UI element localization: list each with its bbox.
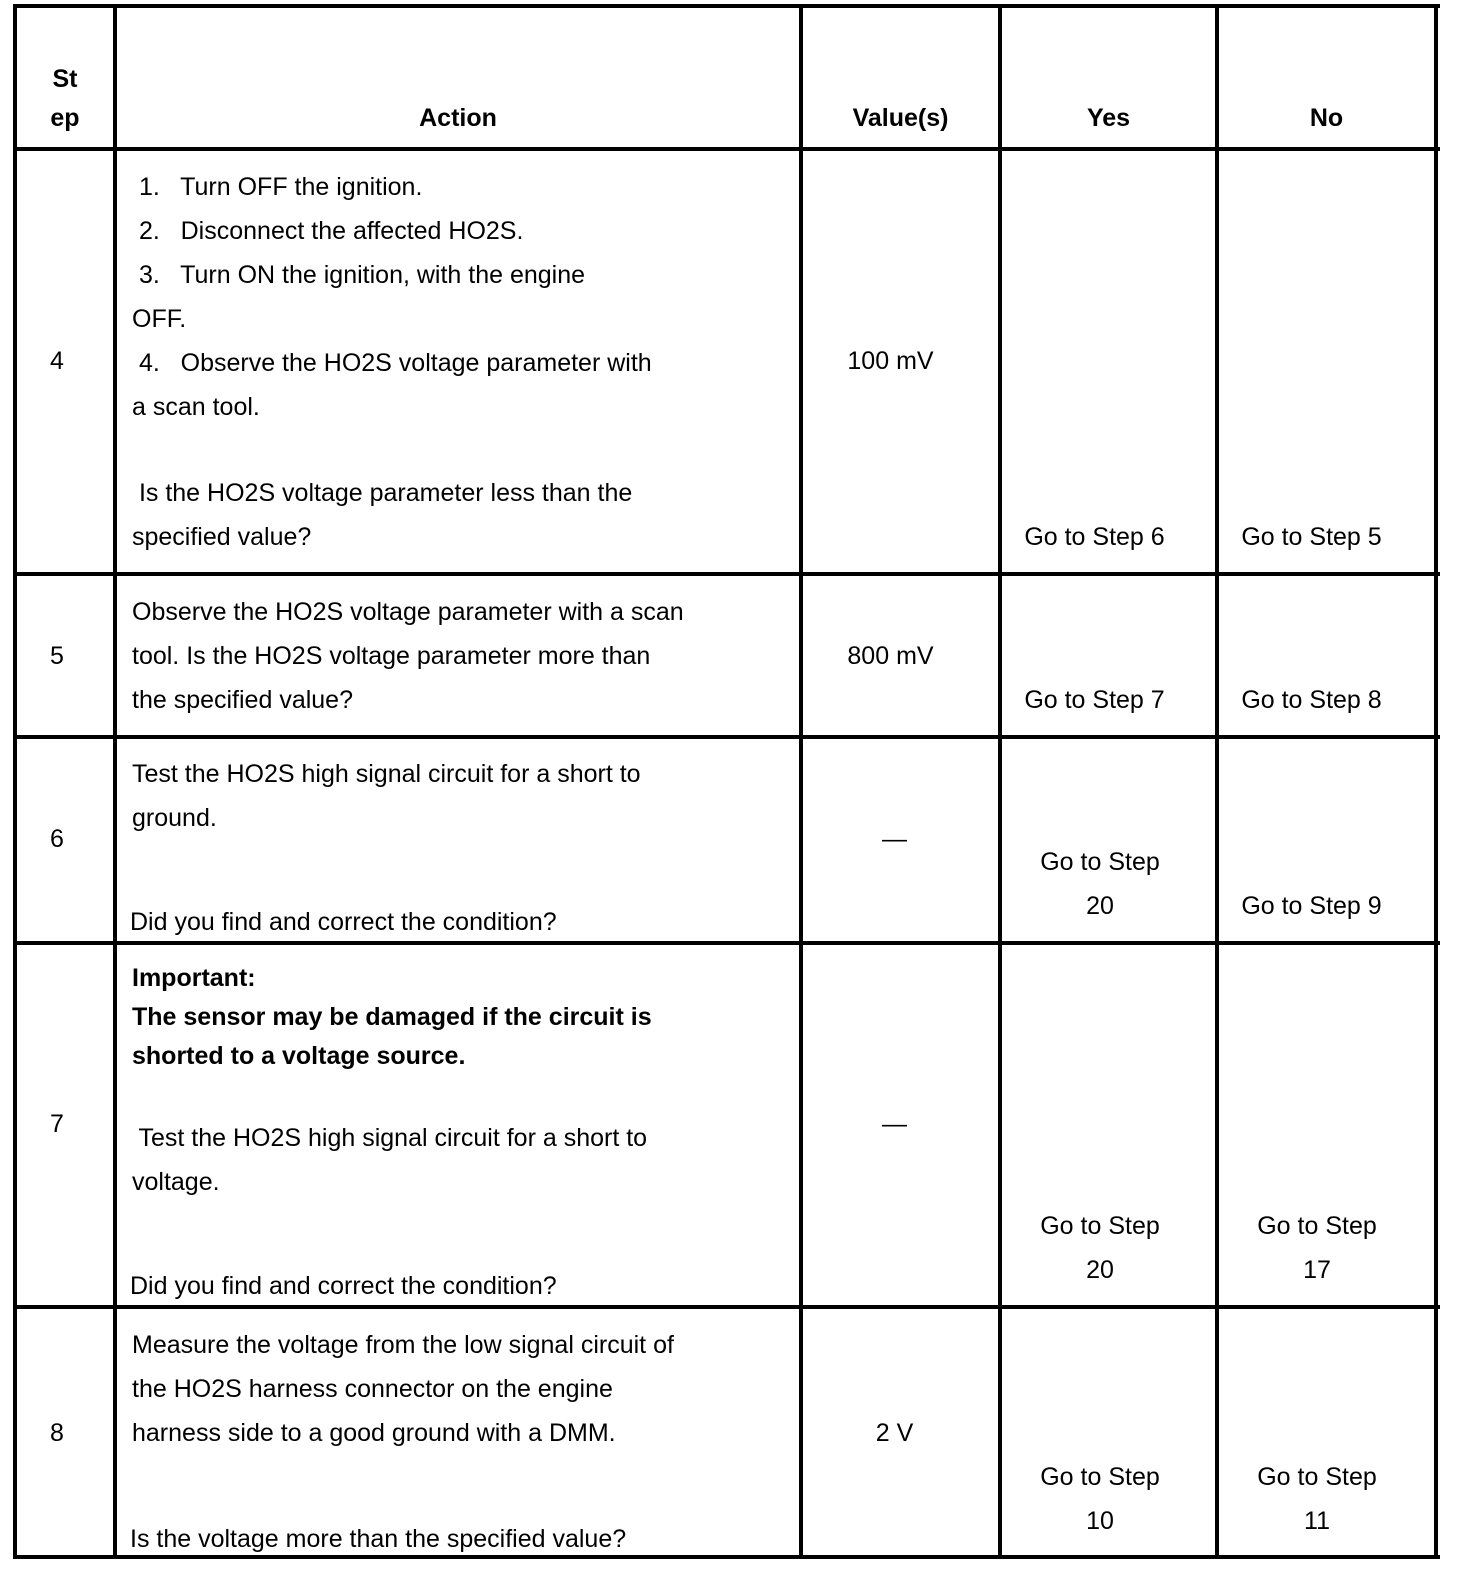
- yes-result-line1: Go to Step: [1040, 848, 1160, 876]
- header-divider: [13, 147, 1440, 151]
- action-line: Observe the HO2S voltage parameter with a scan: [132, 598, 684, 626]
- no-result-line1: Go to Step: [1257, 1212, 1377, 1240]
- no-result: Go to Step 8: [1241, 686, 1382, 714]
- action-line: Test the HO2S high signal circuit for a short to: [132, 760, 641, 788]
- spec-value: 2 V: [875, 1419, 914, 1447]
- step-number: 7: [50, 1110, 64, 1138]
- action-line: the HO2S harness connector on the engine: [132, 1375, 613, 1403]
- question-line: Did you find and correct the condition?: [130, 908, 557, 936]
- question-line: Is the voltage more than the specified value?: [130, 1525, 627, 1553]
- row-divider: [13, 941, 1440, 945]
- table-border-top: [13, 4, 1440, 8]
- action-line: OFF.: [132, 305, 187, 333]
- yes-result-line2: 10: [1086, 1507, 1114, 1535]
- spec-value: —: [882, 825, 907, 853]
- action-line: a scan tool.: [132, 393, 260, 421]
- step-number: 5: [50, 642, 64, 670]
- step-number: 6: [50, 825, 64, 853]
- yes-result: Go to Step 6: [1024, 523, 1165, 551]
- question-line: specified value?: [132, 523, 312, 551]
- yes-result-line1: Go to Step: [1040, 1463, 1160, 1491]
- action-line: harness side to a good ground with a DMM.: [132, 1419, 616, 1447]
- no-result-line1: Go to Step: [1257, 1463, 1377, 1491]
- header-step-line1: St: [52, 65, 78, 93]
- table-border-bottom: [13, 1555, 1440, 1559]
- action-line: tool. Is the HO2S voltage parameter more than: [132, 642, 651, 670]
- yes-result-line1: Go to Step: [1040, 1212, 1160, 1240]
- header-step-line2: ep: [50, 104, 80, 132]
- important-heading: Important:: [132, 964, 256, 992]
- important-line: The sensor may be damaged if the circuit is: [132, 1003, 652, 1031]
- column-divider: [113, 4, 117, 1559]
- action-line: 2. Disconnect the affected HO2S.: [132, 217, 524, 245]
- row-divider: [13, 1305, 1440, 1309]
- yes-result-line2: 20: [1086, 892, 1114, 920]
- row-divider: [13, 735, 1440, 739]
- column-divider: [1215, 4, 1219, 1559]
- action-line: Test the HO2S high signal circuit for a short to: [132, 1124, 648, 1152]
- column-divider: [998, 4, 1002, 1559]
- action-line: voltage.: [132, 1168, 220, 1196]
- table-border-left: [13, 4, 17, 1559]
- step-number: 4: [50, 347, 64, 375]
- spec-value: 100 mV: [847, 347, 934, 375]
- table-border-right: [1434, 4, 1438, 1559]
- no-result: Go to Step 9: [1241, 892, 1382, 920]
- action-line: 1. Turn OFF the ignition.: [132, 173, 423, 201]
- yes-result: Go to Step 7: [1024, 686, 1165, 714]
- action-line: the specified value?: [132, 686, 353, 714]
- header-yes: Yes: [1086, 104, 1131, 132]
- question-line: Is the HO2S voltage parameter less than the: [132, 479, 633, 507]
- no-result-line2: 17: [1303, 1256, 1331, 1284]
- header-values: Value(s): [852, 104, 949, 132]
- action-line: ground.: [132, 804, 217, 832]
- action-line: 3. Turn ON the ignition, with the engine: [132, 261, 586, 289]
- step-number: 8: [50, 1419, 64, 1447]
- header-action: Action: [419, 104, 497, 132]
- important-line: shorted to a voltage source.: [132, 1042, 466, 1070]
- action-line: Measure the voltage from the low signal circuit of: [132, 1331, 674, 1359]
- spec-value: —: [882, 1110, 907, 1138]
- yes-result-line2: 20: [1086, 1256, 1114, 1284]
- question-line: Did you find and correct the condition?: [130, 1272, 557, 1300]
- column-divider: [799, 4, 803, 1559]
- no-result: Go to Step 5: [1241, 523, 1382, 551]
- header-no: No: [1309, 104, 1344, 132]
- no-result-line2: 11: [1304, 1507, 1330, 1535]
- spec-value: 800 mV: [847, 642, 934, 670]
- action-line: 4. Observe the HO2S voltage parameter with: [132, 349, 652, 377]
- row-divider: [13, 572, 1440, 576]
